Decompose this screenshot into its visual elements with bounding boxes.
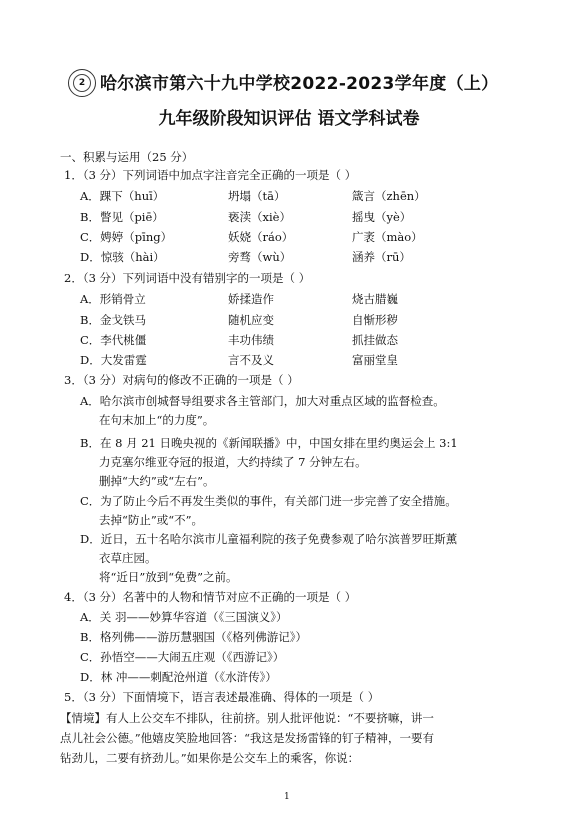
section-heading: 一、积累与运用（25 分） xyxy=(60,150,194,164)
q5-situation-line-3: 钻劲儿，二要有挤劲儿。”如果你是公交车上的乘客，你说： xyxy=(60,751,360,765)
q1-option-d-2: 旁骛（wù） xyxy=(228,250,292,264)
q4-option-d: D．林 冲——刺配沧州道（《水浒传》） xyxy=(80,670,277,684)
logo-emblem-icon: 2 xyxy=(73,74,91,92)
page-number: 1 xyxy=(284,792,290,802)
school-logo xyxy=(68,69,96,97)
q2-option-b-3: 自惭形秽 xyxy=(352,313,398,327)
q1-option-c-1: C．娉婷（pīng） xyxy=(80,230,173,244)
q1-option-b-1: B．瞥见（piē） xyxy=(80,210,164,224)
q3-option-d-sentence: D．近日，五十名哈尔滨市儿童福利院的孩子免费参观了哈尔滨普罗旺斯薰 xyxy=(80,532,458,546)
question-2-stem: 2．（3 分）下列词语中没有错别字的一项是（ ） xyxy=(64,271,311,285)
q3-option-d-fix: 将“近日”放到“免费”之前。 xyxy=(99,570,238,584)
q4-option-a: A．关 羽——妙算华容道（《三国演义》） xyxy=(80,610,288,624)
q2-option-b-1: B．金戈铁马 xyxy=(80,313,146,327)
q1-option-c-2: 妖娆（ráo） xyxy=(228,230,294,244)
q5-situation-line-2: 点儿社会公德。”他嬉皮笑脸地回答：“我这是发扬雷锋的钉子精神，一要有 xyxy=(60,731,435,745)
q4-option-b: B．格列佛——游历慧骃国（《格列佛游记》） xyxy=(80,630,307,644)
question-1-stem: 1．（3 分）下列词语中加点字注音完全正确的一项是（ ） xyxy=(64,168,357,182)
q3-option-a-fix: 在句末加上“的力度”。 xyxy=(99,413,215,427)
q1-option-a-3: 箴言（zhēn） xyxy=(352,189,426,203)
q5-situation-line-1: 【情境】有人上公交车不排队，往前挤。别人批评他说：“不要挤嘛，讲一 xyxy=(60,711,434,725)
q1-option-d-1: D．惊骇（hài） xyxy=(80,250,165,264)
q3-option-b-fix: 删掉“大约”或“左右”。 xyxy=(99,474,215,488)
q2-option-d-3: 富丽堂皇 xyxy=(352,353,398,367)
q2-option-c-2: 丰功伟绩 xyxy=(228,333,274,347)
q3-option-b-sentence-2: 力克塞尔维亚夺冠的报道，大约持续了 7 分钟左右。 xyxy=(99,455,367,469)
q4-option-c: C．孙悟空——大闹五庄观（《西游记》） xyxy=(80,650,285,664)
q2-option-d-1: D．大发雷霆 xyxy=(80,353,147,367)
q3-option-c-fix: 去掉“防止”或“不”。 xyxy=(99,513,204,527)
exam-title-line1: 哈尔滨市第六十九中学校2022-2023学年度（上） xyxy=(100,74,499,94)
q1-option-b-2: 亵渎（xiè） xyxy=(228,210,291,224)
exam-title-line2: 九年级阶段知识评估 语文学科试卷 xyxy=(158,109,420,129)
q1-option-a-2: 坍塌（tā） xyxy=(228,189,286,203)
q2-option-a-3: 烧古腊巍 xyxy=(352,292,398,306)
q2-option-c-3: 抓挂做态 xyxy=(352,333,398,347)
q2-option-b-2: 随机应变 xyxy=(228,313,274,327)
question-5-stem: 5．（3 分）下面情境下，语言表述最准确、得体的一项是（ ） xyxy=(64,690,380,704)
q3-option-c-sentence: C．为了防止今后不再发生类似的事件，有关部门进一步完善了安全措施。 xyxy=(80,494,457,508)
question-3-stem: 3．（3 分）对病句的修改不正确的一项是（ ） xyxy=(64,373,299,387)
q2-option-a-1: A．形销骨立 xyxy=(80,292,146,306)
q2-option-a-2: 娇揉造作 xyxy=(228,292,274,306)
question-4-stem: 4．（3 分）名著中的人物和情节对应不正确的一项是（ ） xyxy=(64,590,357,604)
q2-option-d-2: 言不及义 xyxy=(228,353,274,367)
q2-option-c-1: C．李代桃僵 xyxy=(80,333,147,347)
q3-option-a-sentence: A．哈尔滨市创城督导组要求各主管部门，加大对重点区域的监督检查。 xyxy=(80,394,445,408)
q1-option-b-3: 摇曳（yè） xyxy=(352,210,412,224)
q3-option-d-sentence-2: 衣草庄园。 xyxy=(99,551,157,565)
q1-option-c-3: 广袤（mào） xyxy=(352,230,423,244)
q3-option-b-sentence: B．在 8 月 21 日晚央视的《新闻联播》中，中国女排在里约奥运会上 3:1 xyxy=(80,436,458,450)
q1-option-a-1: A．踝下（huī） xyxy=(80,189,165,203)
q1-option-d-3: 涵养（rū） xyxy=(352,250,411,264)
